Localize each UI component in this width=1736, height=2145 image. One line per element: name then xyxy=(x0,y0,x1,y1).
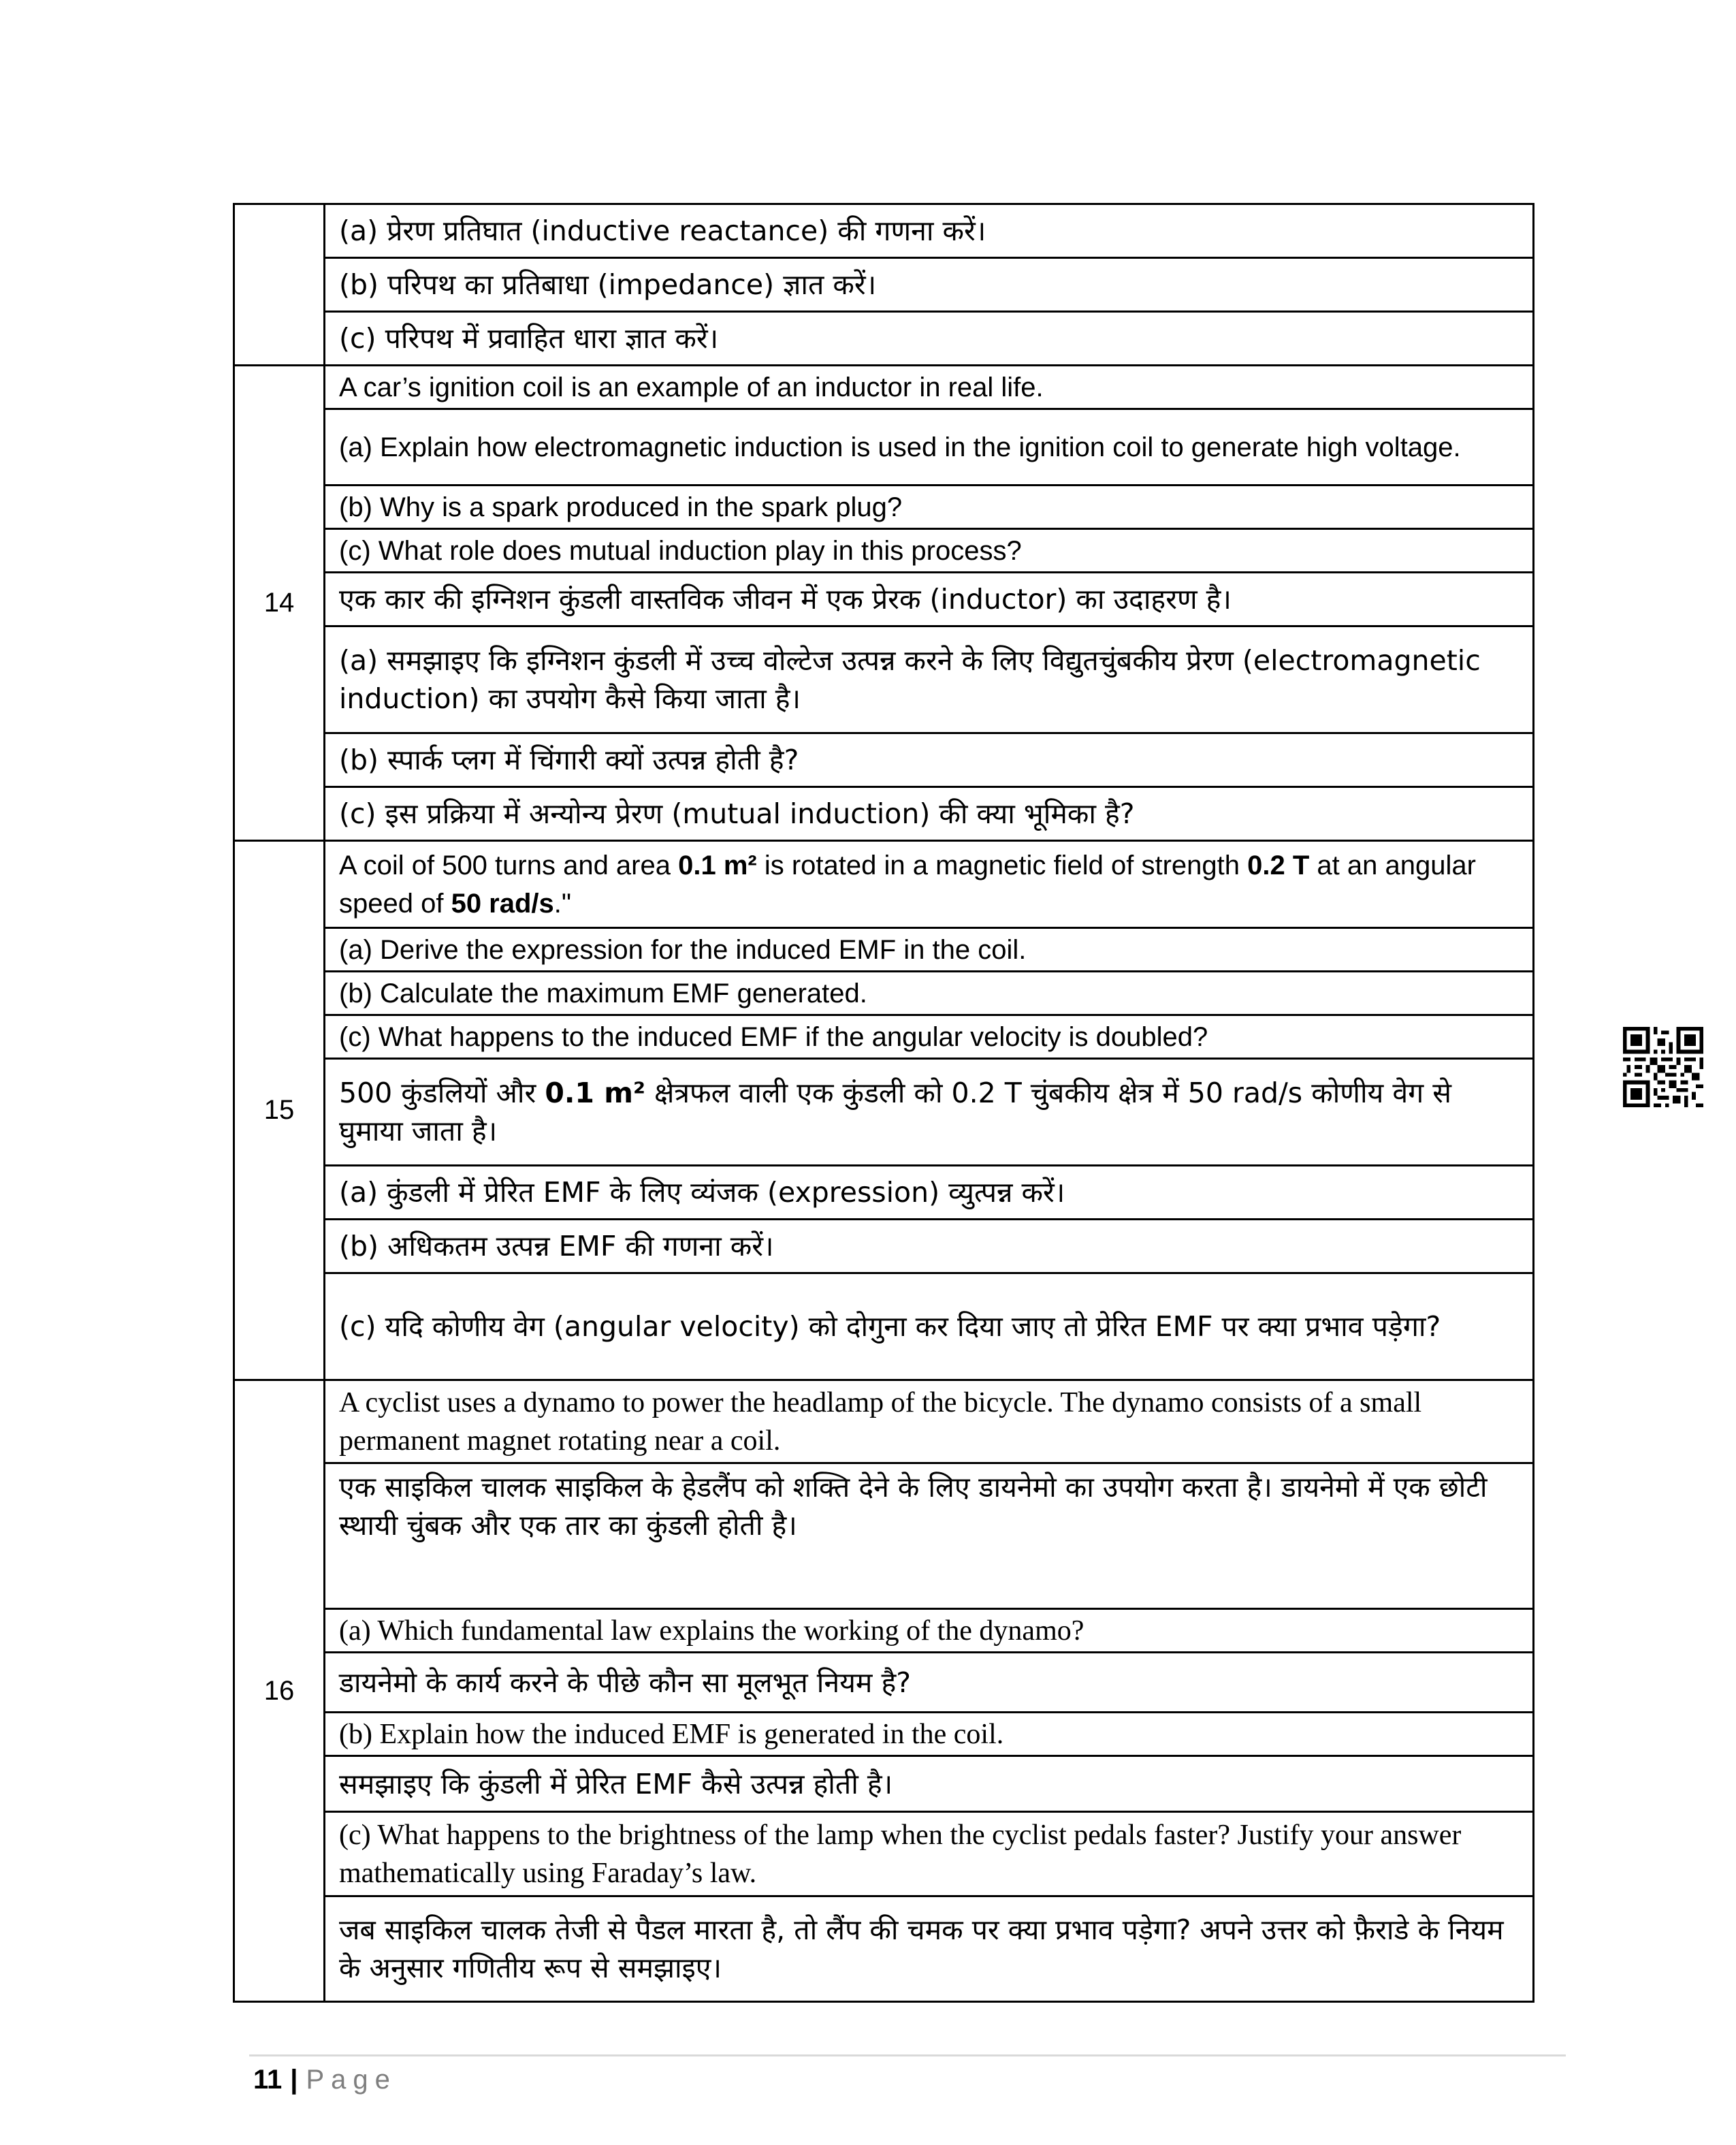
q16-part-b-english: (b) Explain how the induced EMF is generated in the coil. xyxy=(325,1713,1534,1756)
q15-part-b-hindi: (b) अधिकतम उत्पन्न EMF की गणना करें। xyxy=(325,1220,1534,1273)
question-number-cell xyxy=(234,204,325,366)
q16-part-a-hindi: डायनेमो के कार्य करने के पीछे कौन सा मूलभूत नियम है? xyxy=(325,1653,1534,1713)
footer-separator: | xyxy=(290,2065,298,2095)
q15-area-value: 0.1 m² xyxy=(678,850,757,880)
q14-part-c-english: (c) What role does mutual induction play in this process? xyxy=(325,529,1534,573)
q16-part-b-hindi: समझाइए कि कुंडली में प्रेरित EMF कैसे उत्पन्न होती है। xyxy=(325,1756,1534,1812)
page-label: Page xyxy=(306,2065,397,2095)
q13-part-c-hindi: (c) परिपथ में प्रवाहित धारा ज्ञात करें। xyxy=(325,312,1534,366)
q15-part-a-hindi: (a) कुंडली में प्रेरित EMF के लिए व्यंजक (expression) व्युत्पन्न करें। xyxy=(325,1166,1534,1220)
q14-stem-english: A car’s ignition coil is an example of an inductor in real life. xyxy=(325,366,1534,409)
q14-part-c-hindi: (c) इस प्रक्रिया में अन्योन्य प्रेरण (mutual induction) की क्या भूमिका है? xyxy=(325,787,1534,841)
q15-stem-text: A coil of 500 turns and area xyxy=(339,850,679,880)
q15-field-value: 0.2 T xyxy=(1247,850,1310,880)
q13-part-a-hindi: (a) प्रेरण प्रतिघात (inductive reactance) की गणना करें। xyxy=(325,204,1534,258)
q15-stem-english xyxy=(325,841,1534,928)
q14-part-b-hindi: (b) स्पार्क प्लग में चिंगारी क्यों उत्पन्न होती है? xyxy=(325,733,1534,787)
qr-code-icon xyxy=(1623,1027,1703,1107)
q15-area-value-hindi: 0.1 m² xyxy=(545,1077,645,1109)
q15-stem-text: ." xyxy=(553,888,572,919)
q16-stem-english: A cyclist uses a dynamo to power the headlamp of the bicycle. The dynamo consists of a small permanent magnet rotating near a coil. xyxy=(325,1380,1534,1463)
q15-part-c-hindi: (c) यदि कोणीय वेग (angular velocity) को दोगुना कर दिया जाए तो प्रेरित EMF पर क्या प्रभाव पड़ेगा? xyxy=(325,1273,1534,1380)
q15-stem-hindi xyxy=(325,1059,1534,1166)
q15-part-b-english: (b) Calculate the maximum EMF generated. xyxy=(325,972,1534,1015)
q13-part-b-hindi: (b) परिपथ का प्रतिबाधा (impedance) ज्ञात करें। xyxy=(325,258,1534,312)
q14-part-a-hindi: (a) समझाइए कि इग्निशन कुंडली में उच्च वोल्टेज उत्पन्न करने के लिए विद्युतचुंबकीय प्रेरण (electromagnetic induction) का उपयोग कैसे किया जाता है। xyxy=(325,626,1534,733)
q14-part-a-english: (a) Explain how electromagnetic induction is used in the ignition coil to generate high voltage. xyxy=(325,409,1534,486)
q15-stem-text: is rotated in a magnetic field of strength xyxy=(756,850,1248,880)
q15-speed-value: 50 rad/s xyxy=(451,888,554,919)
q15-part-c-english: (c) What happens to the induced EMF if the angular velocity is doubled? xyxy=(325,1015,1534,1059)
q16-stem-hindi: एक साइकिल चालक साइकिल के हेडलैंप को शक्ति देने के लिए डायनेमो का उपयोग करता है। डायनेमो में एक छोटी स्थायी चुंबक और एक तार का कुंडली होती है। xyxy=(325,1463,1534,1609)
page-footer xyxy=(253,2059,397,2100)
question-number-16: 16 xyxy=(234,1380,325,2002)
page-number: 11 xyxy=(253,2065,283,2095)
q14-stem-hindi: एक कार की इग्निशन कुंडली वास्तविक जीवन में एक प्रेरक (inductor) का उदाहरण है। xyxy=(325,573,1534,626)
q14-part-b-english: (b) Why is a spark produced in the spark plug? xyxy=(325,486,1534,529)
question-number-14: 14 xyxy=(234,366,325,841)
question-table xyxy=(233,203,1534,2003)
q16-part-c-hindi: जब साइकिल चालक तेजी से पैडल मारता है, तो लैंप की चमक पर क्या प्रभाव पड़ेगा? अपने उत्तर को फ़ैराडे के नियम के अनुसार गणितीय रूप से समझाइए। xyxy=(325,1896,1534,2002)
q16-part-c-english: (c) What happens to the brightness of the lamp when the cyclist pedals faster? Justify your answer mathematically using Faraday’s law. xyxy=(325,1812,1534,1896)
footer-divider xyxy=(249,2054,1566,2056)
q15-stem-hindi-text: क्षेत्रफल वाली एक कुंडली को 0.2 T चुंबकीय क्षेत्र में 50 rad/s कोणीय वेग से घुमाया जाता है। xyxy=(339,1077,1451,1147)
q16-part-a-english: (a) Which fundamental law explains the working of the dynamo? xyxy=(325,1609,1534,1653)
q15-stem-hindi-text: 500 कुंडलियों और xyxy=(339,1077,545,1109)
question-number-15: 15 xyxy=(234,841,325,1380)
q15-stem-text: at an angular speed of xyxy=(339,850,1476,919)
q15-part-a-english: (a) Derive the expression for the induced EMF in the coil. xyxy=(325,928,1534,972)
